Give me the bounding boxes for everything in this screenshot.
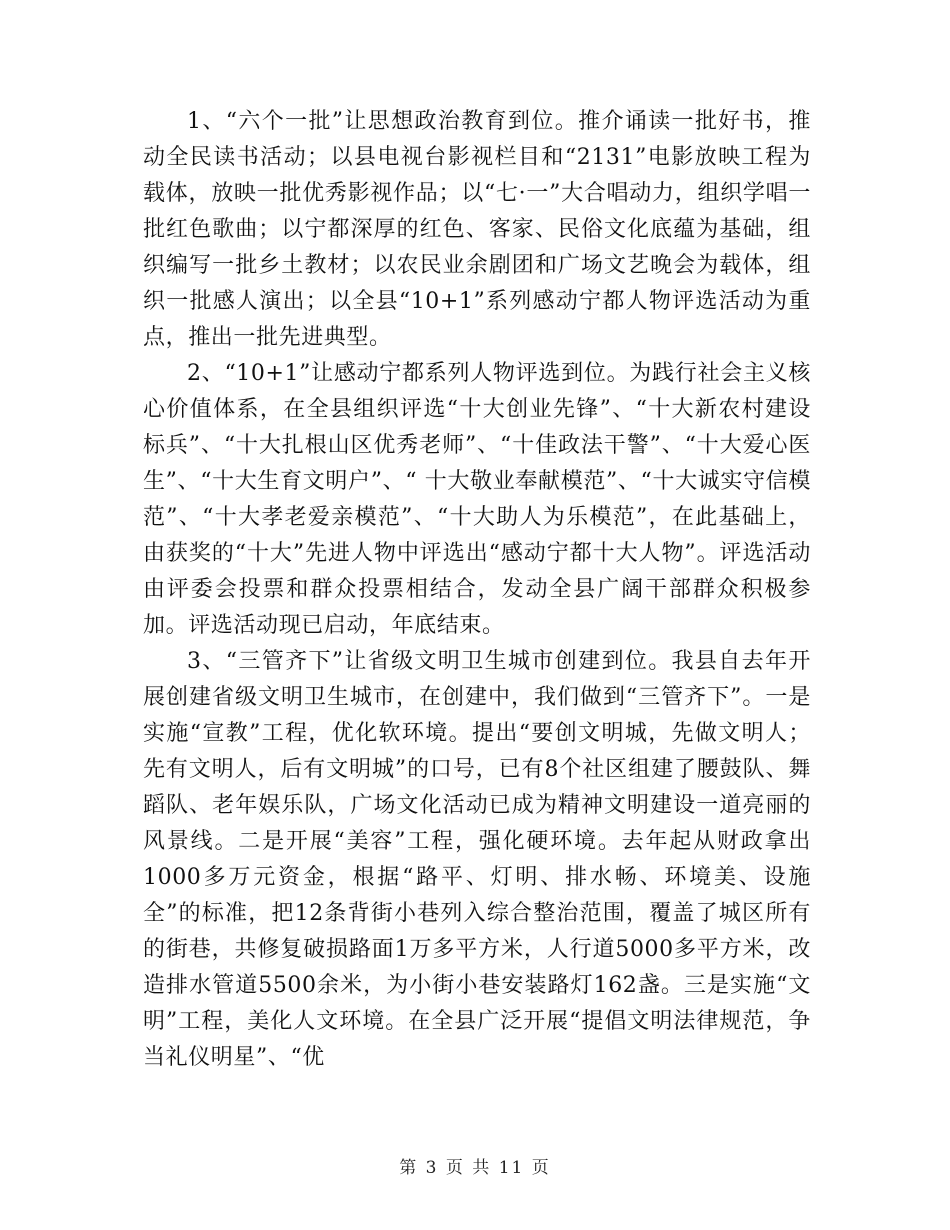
document-body bbox=[143, 104, 811, 1076]
paragraph-3: 3、“三管齐下”让省级文明卫生城市创建到位。我县自去年开展创建省级文明卫生城市，在创建中，我们做到“三管齐下”。一是实施“宣教”工程，优化软环境。提出“要创文明城，先做文明人；先有文明人，后有文明城”的口号，已有8个社区组建了腰鼓队、舞蹈队、老年娱乐队，广场文化活动已成为精神文明建设一道亮丽的风景线。二是开展“美容”工程，强化硬环境。去年起从财政拿出1000多万元资金，根据“路平、灯明、排水畅、环境美、设施全”的标准，把12条背街小巷列入综合整治范围，覆盖了城区所有的街巷，共修复破损路面1万多平方米，人行道5000多平方米，改造排水管道5500余米，为小街小巷安装路灯162盏。三是实施“文明”工程，美化人文环境。在全县广泛开展“提倡文明法律规范，争当礼仪明星”、“优 bbox=[143, 649, 811, 1070]
page-number: 第 3 页 共 11 页 bbox=[399, 1158, 551, 1178]
paragraph-1: 1、“六个一批”让思想政治教育到位。推介诵读一批好书，推动全民读书活动；以县电视台影视栏目和“2131”电影放映工程为载体，放映一批优秀影视作品；以“七·一”大合唱动力，组织学唱一批红色歌曲；以宁都深厚的红色、客家、民俗文化底蕴为基础，组织编写一批乡土教材；以农民业余剧团和广场文艺晚会为载体，组织一批感人演出；以全县“10+1”系列感动宁都人物评选活动为重点，推出一批先进典型。 bbox=[143, 109, 811, 350]
paragraph-2: 2、“10+1”让感动宁都系列人物评选到位。为践行社会主义核心价值体系，在全县组织评选“十大创业先锋”、“十大新农村建设标兵”、“十大扎根山区优秀老师”、“十佳政法干警”、“十大爱心医生”、“十大生育文明户”、“ 十大敬业奉献模范”、“十大诚实守信模范”、“十大孝老爱亲模范”、“十大助人为乐模范”，在此基础上，由获奖的“十大”先进人物中评选出“感动宁都十大人物”。评选活动由评委会投票和群众投票相结合，发动全县广阔干部群众积极参加。评选活动现已启动，年底结束。 bbox=[143, 361, 811, 638]
